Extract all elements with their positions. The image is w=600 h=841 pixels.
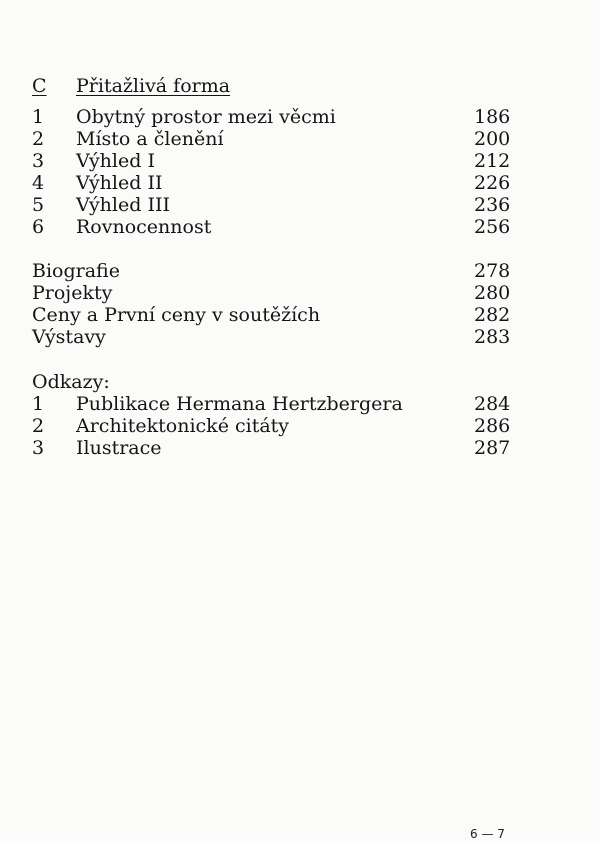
appendix-entry <box>32 260 512 282</box>
toc-entry <box>32 106 512 128</box>
section-heading <box>32 75 512 97</box>
entry-number: 5 <box>32 194 45 216</box>
reference-number: 3 <box>32 437 45 459</box>
appendix-page-number: 280 <box>474 282 511 304</box>
appendix-page-number: 283 <box>474 326 511 348</box>
reference-title: Architektonické citáty <box>76 415 290 437</box>
reference-title: Ilustrace <box>76 437 162 459</box>
entry-title: Výhled II <box>76 172 163 194</box>
entry-page-number: 212 <box>474 150 511 172</box>
reference-number: 2 <box>32 415 45 437</box>
reference-entry <box>32 437 512 459</box>
entry-page-number: 226 <box>474 172 511 194</box>
entry-title: Místo a členění <box>76 128 224 150</box>
entry-number: 3 <box>32 150 45 172</box>
toc-entry <box>32 128 512 150</box>
appendix-page-number: 278 <box>474 260 511 282</box>
section-title: Přitažlivá forma <box>76 75 231 97</box>
toc-entry <box>32 194 512 216</box>
entry-title: Rovnocennost <box>76 216 212 238</box>
section-letter: C <box>32 75 47 97</box>
appendix-title: Biografie <box>32 260 120 282</box>
appendix-title: Projekty <box>32 282 113 304</box>
entry-page-number: 236 <box>474 194 511 216</box>
references-heading-label: Odkazy: <box>32 371 110 393</box>
reference-number: 1 <box>32 393 45 415</box>
toc-entry <box>32 172 512 194</box>
reference-page-number: 286 <box>474 415 511 437</box>
toc-entry <box>32 216 512 238</box>
entry-title: Výhled I <box>76 150 155 172</box>
entry-page-number: 256 <box>474 216 511 238</box>
references-heading <box>32 371 512 393</box>
appendix-page-number: 282 <box>474 304 511 326</box>
toc-entry <box>32 150 512 172</box>
appendix-entry <box>32 326 512 348</box>
entry-title: Výhled III <box>76 194 170 216</box>
entry-title: Obytný prostor mezi věcmi <box>76 106 336 128</box>
entry-page-number: 186 <box>474 106 511 128</box>
footer-page-numbers: 6 — 7 <box>470 827 505 841</box>
entry-page-number: 200 <box>474 128 511 150</box>
reference-page-number: 284 <box>474 393 511 415</box>
entry-number: 1 <box>32 106 45 128</box>
entry-number: 6 <box>32 216 45 238</box>
appendix-entry <box>32 304 512 326</box>
reference-page-number: 287 <box>474 437 511 459</box>
appendix-title: Výstavy <box>32 326 106 348</box>
entry-number: 2 <box>32 128 45 150</box>
appendix-entry <box>32 282 512 304</box>
appendix-title: Ceny a První ceny v soutěžích <box>32 304 321 326</box>
entry-number: 4 <box>32 172 45 194</box>
reference-entry <box>32 393 512 415</box>
reference-title: Publikace Hermana Hertzbergera <box>76 393 403 415</box>
reference-entry <box>32 415 512 437</box>
